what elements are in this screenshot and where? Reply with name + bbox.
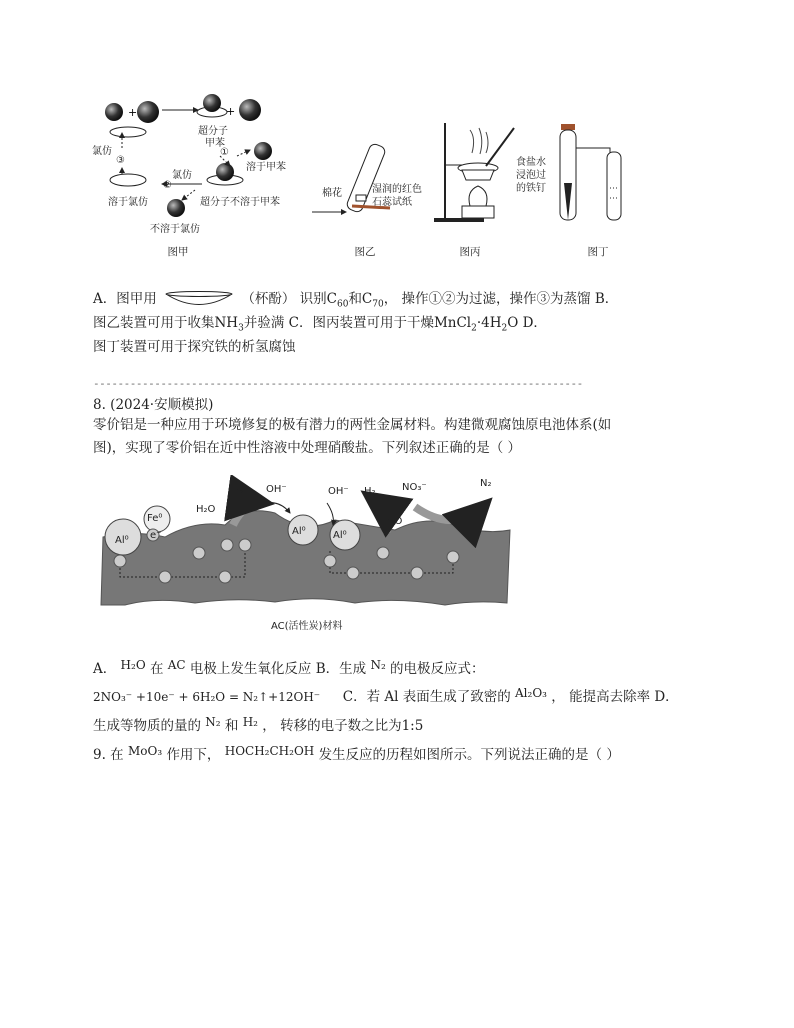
q9-stem: 9. 在 MoO₃ 作用下， HOCH₂CH₂OH 发生反应的历程如图所示。下列说法正确的是（ ）	[93, 744, 620, 763]
label-saltwater-line2: 浸泡过	[516, 170, 546, 181]
q8-option-a-b: A． H₂O 在 AC 电极上发生氧化反应 B．生成 N₂ 的电极反应式：	[93, 658, 485, 677]
fig8-h2-left: H₂	[232, 486, 244, 497]
fig8-al0-mid: Al⁰	[292, 526, 306, 537]
figure-bing	[434, 123, 514, 222]
label-step2: ②	[163, 180, 172, 191]
label-chloroform-left: 氯仿	[92, 146, 112, 157]
fig8-h2-right: H₂	[364, 486, 376, 497]
label-supramolecule: 超分子	[198, 126, 228, 137]
caption-ding: 图丁	[587, 246, 609, 258]
q8-stem-line1: 零价铝是一种应用于环境修复的极有潜力的两性金属材料。构建微观腐蚀原电池体系(如	[93, 417, 612, 433]
label-step3: ③	[116, 155, 125, 166]
label-paper-line1: 湿润的红色	[372, 184, 422, 195]
figure-ding	[560, 124, 621, 220]
label-dissolve-chloroform: 溶于氯仿	[108, 197, 148, 208]
label-cotton: 棉花	[322, 188, 342, 199]
svg-text:+: +	[128, 106, 138, 119]
fig8-al0-right: Al⁰	[333, 530, 347, 541]
fig8-no3: NO₃⁻	[402, 482, 427, 493]
fig8-oh-left: OH⁻	[266, 484, 287, 495]
fig8-n2: N₂	[480, 478, 492, 489]
q7-option-b-c: 图乙装置可用于收集$NH_3$并验满 C．图丙装置可用于干燥$MnCl_2\cdot 4H_2O$ D．	[93, 315, 547, 334]
fig8-oh-right: OH⁻	[328, 486, 349, 497]
fig8-electron: e⁻	[150, 530, 162, 541]
corrosion-cell-figure	[95, 475, 525, 635]
fig8-ac-label: AC(活性炭)材料	[271, 621, 343, 632]
label-saltwater-line3: 的铁钉	[516, 183, 546, 194]
label-supramolecule-insoluble: 超分子不溶于甲苯	[200, 197, 280, 208]
caption-bing: 图丙	[459, 246, 481, 258]
q8-option-d: 生成等物质的量的 N₂ 和 H₂ ， 转移的电子数之比为1:5	[93, 715, 424, 734]
label-saltwater-line1: 食盐水	[516, 157, 546, 168]
fig8-h2o-right: H₂O	[383, 516, 403, 527]
caption-yi: 图乙	[354, 246, 376, 258]
label-toluene: 甲苯	[205, 138, 225, 149]
label-paper-line2: 石蕊试纸	[372, 197, 412, 208]
label-chloroform-mid: 氯仿	[172, 170, 192, 181]
label-insoluble-chloroform: 不溶于氯仿	[150, 224, 200, 235]
q7-option-a: A．图甲用 （杯酚） 识别$C_{60}$和$C_{70}$， 操作①②为过滤，操作③为蒸馏 B．	[93, 291, 619, 310]
label-step1: ①	[220, 147, 229, 158]
q7-option-d: 图丁装置可用于探究铁的析氢腐蚀	[93, 339, 296, 355]
q8-number: 8. (2024·安顺模拟)	[93, 397, 214, 413]
svg-text:+: +	[226, 105, 236, 118]
label-dissolve-toluene: 溶于甲苯	[246, 162, 286, 173]
fig8-fe0: Fe⁰	[147, 513, 163, 524]
caption-jia: 图甲	[167, 246, 189, 258]
separator: --------------------------------------------------------------------------------	[93, 377, 583, 390]
fig8-h2o-left: H₂O	[196, 504, 216, 515]
fig8-al0-left: Al⁰	[115, 535, 129, 546]
equation: 2NO₃⁻ +10e⁻ + 6H₂O = N₂↑+12OH⁻	[93, 690, 321, 704]
q8-equation-and-c: 2NO₃⁻ +10e⁻ + 6H₂O = N₂↑+12OH⁻ C．若 Al 表面生成了致密的 Al₂O₃ ， 能提高去除率 D．	[93, 686, 679, 705]
cup-dish-icon	[165, 291, 233, 307]
q8-stem-line2: 图)，实现了零价铝在近中性溶液中处理硝酸盐。下列叙述正确的是（ ）	[93, 440, 522, 456]
